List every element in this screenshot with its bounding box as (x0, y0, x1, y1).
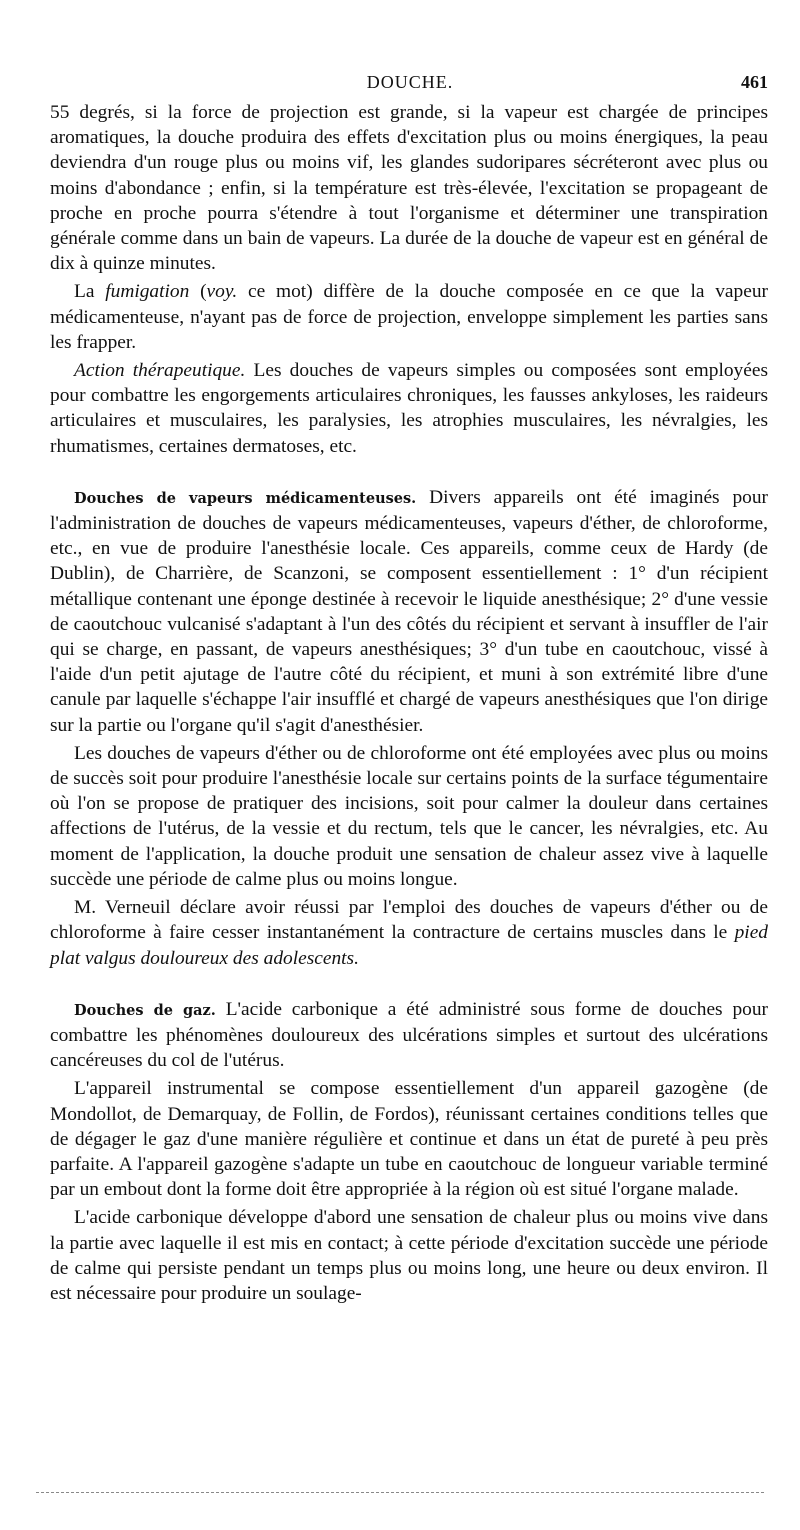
paragraph-text: M. Verneuil déclare avoir réussi par l'emploi des douches de vapeurs d'éther ou de chloroforme à faire cesser instantanément la contracture de certains muscles dans le (50, 897, 768, 944)
paragraph-apparatus (50, 1076, 768, 1202)
paragraph-text: La (74, 281, 106, 303)
section-medicated-vapour-douches (50, 485, 768, 738)
italic-heading: Action thérapeutique. (74, 360, 246, 382)
paragraph-therapeutic-action (50, 358, 768, 459)
paragraph-text: L'appareil instrumental se compose essentiellement d'un appareil gazogène (de Mondollot, de Demarquay, de Follin, de Fordos), réunissant certaines conditions telles que de dégager le gaz d'une manière régulière et continue et dans un état de pureté à peu près parfaite. A l'appareil gazogène s'adapte un tube en caoutchouc de longueur variable terminé par un embout dont la forme doit être appropriée à la région où est situé l'organe malade. (50, 1078, 768, 1201)
paragraph-carbonic-acid (50, 1205, 768, 1306)
paragraph-fumigation (50, 279, 768, 355)
page-number: 461 (741, 72, 768, 92)
paragraph-text: L'acide carbonique a été administré sous forme de douches pour combattre les phénomènes douloureux des ulcérations simples et surtout des ulcérations cancéreuses du col de l'utérus. (50, 998, 768, 1072)
section-rubric: Douches de gaz. (74, 1001, 216, 1019)
paragraph-continued (50, 100, 768, 276)
body-text (50, 100, 768, 1306)
paragraph-ether-chloroform (50, 741, 768, 892)
section-rubric: Douches de vapeurs médicamenteuses. (74, 489, 417, 507)
paragraph-verneuil (50, 895, 768, 971)
footer-scan-edge (36, 1492, 764, 1493)
running-title: DOUCHE. (366, 72, 454, 92)
paragraph-text: ( (189, 281, 207, 303)
running-head (52, 72, 768, 96)
italic-term: fumigation (105, 281, 190, 303)
paragraph-text: Les douches de vapeurs d'éther ou de chloroforme ont été employées avec plus ou moins de succès soit pour produire l'anesthésie locale sur certains points de la surface tégumentaire où l'on se propose de pratiquer des incisions, soit pour calmer la douleur dans certaines affections de l'utérus, de la vessie et du rectum, tels que le cancer, les névralgies, etc. Au moment de l'application, la douche produit une sensation de chaleur assez vive à laquelle succède une période de calme plus ou moins longue. (50, 742, 768, 890)
paragraph-text: Divers appareils ont été imaginés pour l'administration de douches de vapeurs médicamenteuses, vapeurs d'éther, de chloroforme, etc., en vue de produire l'anesthésie locale. Ces appareils, comme ceux de Hardy (de Dublin), de Charrière, de Scanzoni, se composent essentiellement : 1° d'un récipient métallique contenant une éponge destinée à recevoir le liquide anesthésique; 2° d'une vessie de caoutchouc vulcanisé s'adaptant à l'un des côtés du récipient et servant à insuffler de l'air qui se charge, en passant, de vapeurs anesthésiques; 3° d'un tube en caoutchouc, vissé à l'aide d'un petit ajutage de l'autre côté du récipient, et muni à son extrémité libre d'une canule par laquelle s'échappe l'air insufflé et chargé de vapeurs anesthésiques que l'on dirige sur la partie ou l'organe qu'il s'agit d'anesthésier. (50, 486, 768, 736)
paragraph-text: 55 degrés, si la force de projection est grande, si la vapeur est chargée de principes aromatiques, la douche produira des effets d'excitation plus ou moins énergiques, la peau deviendra d'un rouge plus ou moins vif, les glandes sudoripares sécréteront avec plus ou moins d'abondance ; enfin, si la température est très-élevée, l'excitation se propageant de proche en proche pourra s'étendre à tout l'organisme et déterminer une transpiration générale comme dans un bain de vapeurs. La durée de la douche de vapeur est en général de dix à quinze minutes. (50, 102, 768, 275)
paragraph-text: L'acide carbonique développe d'abord une sensation de chaleur plus ou moins vive dans la partie avec laquelle il est mis en contact; à cette période d'excitation succède une période de calme qui persiste pendant un temps plus ou moins long, une heure ou deux environ. Il est nécessaire pour produire un soulage- (50, 1207, 768, 1304)
italic-term: pied plat valgus douloureux des adolescents. (50, 922, 768, 969)
paragraph-text: ce mot) diffère de la douche composée en ce que la vapeur médicamenteuse, n'ayant pas de force de projection, enveloppe simplement les parties sans les frapper. (50, 281, 768, 353)
paragraph-text: Les douches de vapeurs simples ou composées sont employées pour combattre les engorgements articulaires chroniques, les fausses ankyloses, les raideurs articulaires et musculaires, les paralysies, les atrophies musculaires, les névralgies, les rhumatismes, certaines dermatoses, etc. (50, 360, 768, 457)
italic-term: voy. (206, 281, 238, 303)
section-gas-douches (50, 997, 768, 1074)
